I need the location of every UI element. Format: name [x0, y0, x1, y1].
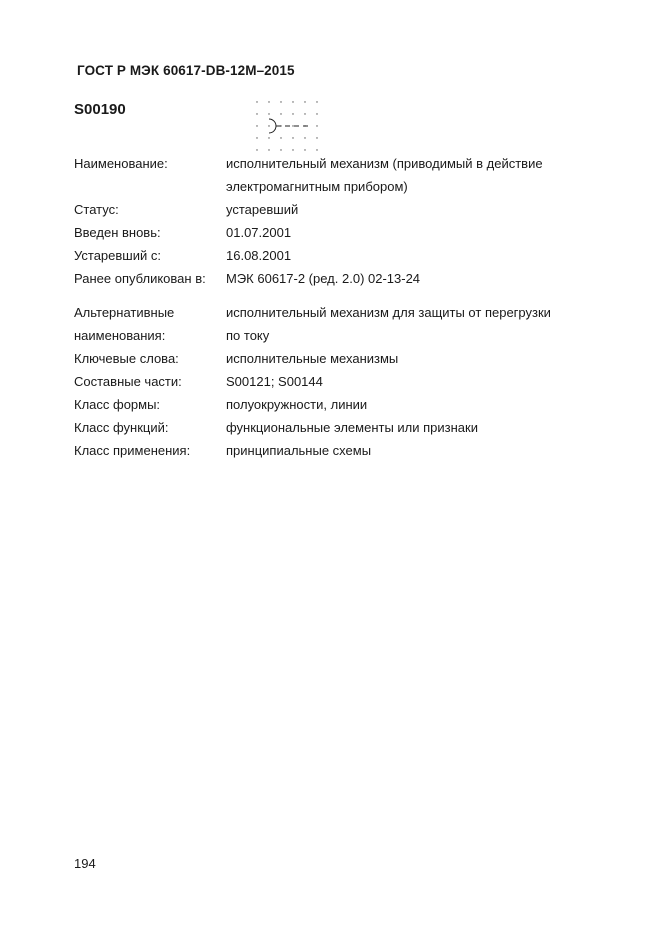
grid-dot — [280, 137, 281, 138]
value-line: исполнительный механизм для защиты от перегрузки — [226, 305, 551, 320]
grid-dot — [256, 113, 257, 114]
grid-dot — [304, 101, 305, 102]
grid-dot — [268, 101, 269, 102]
field-status — [74, 198, 614, 221]
field-label: Устаревший с: — [74, 248, 161, 263]
grid-dot — [304, 113, 305, 114]
field-value — [226, 152, 614, 198]
field-label: Ранее опубликован в: — [74, 271, 206, 286]
field-value — [226, 301, 614, 347]
field-function-class — [74, 416, 614, 439]
page-number: 194 — [74, 856, 96, 871]
grid-dot — [304, 149, 305, 150]
field-keywords — [74, 347, 614, 370]
grid-dot — [256, 137, 257, 138]
grid-dot — [316, 149, 317, 150]
field-label: Составные части: — [74, 374, 182, 389]
field-value: S00121; S00144 — [226, 374, 323, 389]
grid-dot — [316, 137, 317, 138]
field-label — [74, 301, 226, 347]
field-value: исполнительные механизмы — [226, 351, 399, 366]
value-line: исполнительный механизм (приводимый в действие — [226, 156, 543, 171]
field-value: принципиальные схемы — [226, 443, 372, 458]
value-line: по току — [226, 328, 270, 343]
grid-dot — [256, 149, 257, 150]
field-label: Статус: — [74, 202, 119, 217]
field-value: полуокружности, линии — [226, 397, 368, 412]
field-introduced — [74, 221, 614, 244]
grid-dot — [268, 137, 269, 138]
grid-dot — [268, 149, 269, 150]
field-value: МЭК 60617-2 (ред. 2.0) 02-13-24 — [226, 271, 421, 286]
value-line: электромагнитным прибором) — [226, 179, 408, 194]
grid-dot — [280, 101, 281, 102]
field-name — [74, 152, 614, 198]
field-label: Введен вновь: — [74, 225, 161, 240]
grid-dot — [292, 137, 293, 138]
grid-dot — [280, 113, 281, 114]
grid-dot — [304, 137, 305, 138]
field-label: Ключевые слова: — [74, 351, 179, 366]
grid-dot — [256, 101, 257, 102]
field-label: Наименование: — [74, 156, 168, 171]
field-previously-published — [74, 267, 614, 290]
grid-dot — [268, 113, 269, 114]
grid-dot — [316, 125, 317, 126]
field-application-class — [74, 439, 614, 462]
grid-dot — [280, 149, 281, 150]
field-shape-class — [74, 393, 614, 416]
grid-dot — [268, 125, 269, 126]
field-alternative-names — [74, 301, 614, 347]
label-line: Альтернативные — [74, 305, 175, 320]
label-line: наименования: — [74, 328, 166, 343]
extra-fields — [74, 301, 614, 462]
grid-dot — [292, 101, 293, 102]
grid-dot — [292, 149, 293, 150]
field-value: функциональные элементы или признаки — [226, 420, 478, 435]
grid-dot — [316, 113, 317, 114]
main-fields — [74, 152, 614, 290]
document-header: ГОСТ Р МЭК 60617-DB-12M–2015 — [77, 63, 295, 78]
grid-dot — [292, 113, 293, 114]
grid-dot — [256, 125, 257, 126]
actuator-symbol-icon — [250, 98, 325, 154]
field-value: устаревший — [226, 202, 299, 217]
grid-dot — [292, 125, 293, 126]
field-obsolete-since — [74, 244, 614, 267]
field-label: Класс функций: — [74, 420, 169, 435]
symbol-id: S00190 — [74, 101, 126, 118]
grid-dot — [316, 101, 317, 102]
field-value: 16.08.2001 — [226, 248, 292, 263]
field-components — [74, 370, 614, 393]
field-label: Класс формы: — [74, 397, 161, 412]
field-label: Класс применения: — [74, 443, 191, 458]
field-value: 01.07.2001 — [226, 225, 292, 240]
symbol-semicircle — [269, 119, 276, 133]
